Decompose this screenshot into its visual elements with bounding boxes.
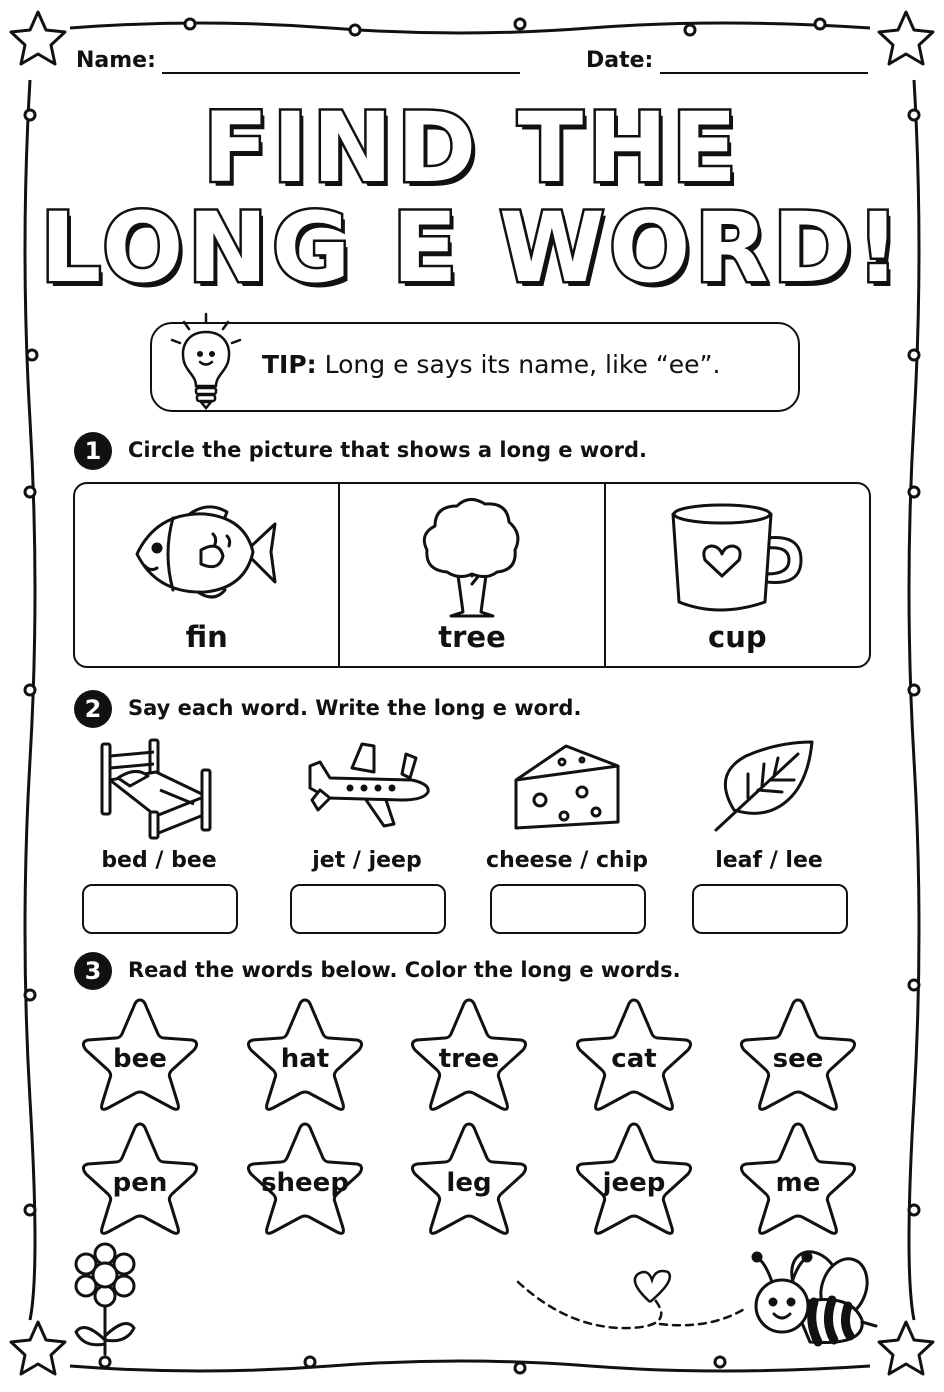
corner-star-icon [11,1322,65,1374]
answer-box[interactable] [82,884,238,934]
word-star[interactable] [243,996,367,1114]
name-label: Name: [76,48,156,73]
date-label: Date: [586,48,654,73]
title-line-2: LONG E WORD! [40,192,904,304]
name-line[interactable] [162,72,520,74]
section-2-instruction: Say each word. Write the long e word. [128,696,582,720]
star-word: tree [438,1044,500,1074]
star-word: pen [112,1168,168,1198]
airplane-icon [302,740,434,832]
section-1-number: 1 [74,432,112,470]
word-star[interactable] [407,996,531,1114]
star-word: jeep [602,1168,666,1198]
leaf-icon [712,738,816,832]
answer-box[interactable] [290,884,446,934]
corner-star-icon [11,12,65,64]
word-star[interactable] [736,1120,860,1238]
cheese-icon [510,740,624,832]
bee-icon [510,1246,890,1354]
word-star[interactable] [243,1120,367,1238]
flower-icon [62,1240,148,1358]
picture-card-cup[interactable] [606,484,869,666]
date-line[interactable] [660,72,868,74]
picture-card-fin[interactable] [75,484,340,666]
mug-icon [667,494,807,618]
tip-body: Long e says its name, like “ee”. [324,350,721,379]
picture-card-tree[interactable] [340,484,605,666]
card-label: tree [438,620,506,654]
title-line-1: FIND THE [202,92,742,204]
fish-icon [127,494,287,612]
word-star[interactable] [407,1120,531,1238]
section-2-number: 2 [74,690,112,728]
card-label: fin [185,620,228,654]
word-pair: cheese / chip [486,848,648,873]
section-3-instruction: Read the words below. Color the long e words. [128,958,681,982]
card-label: cup [708,620,767,654]
answer-box[interactable] [692,884,848,934]
lightbulb-icon [164,310,248,414]
corner-star-icon [879,12,933,64]
bed-icon [98,736,220,840]
word-pair: leaf / lee [715,848,823,873]
section-1-instruction: Circle the picture that shows a long e word. [128,438,648,462]
section-3-number: 3 [74,952,112,990]
star-word: see [772,1044,824,1074]
star-word: sheep [261,1168,349,1198]
word-star[interactable] [572,1120,696,1238]
star-word: leg [446,1168,492,1198]
star-word: hat [280,1044,330,1074]
word-pair: jet / jeep [312,848,422,873]
word-pair: bed / bee [101,848,217,873]
word-star[interactable] [78,1120,202,1238]
answer-box[interactable] [490,884,646,934]
word-star[interactable] [572,996,696,1114]
picture-cards [73,482,871,668]
tip-label: TIP: [262,350,317,379]
tip-text [262,350,720,379]
word-star[interactable] [736,996,860,1114]
star-word: cat [611,1044,657,1074]
star-word: bee [113,1044,167,1074]
star-word: me [775,1168,821,1198]
word-star[interactable] [78,996,202,1114]
tree-icon [417,494,527,618]
